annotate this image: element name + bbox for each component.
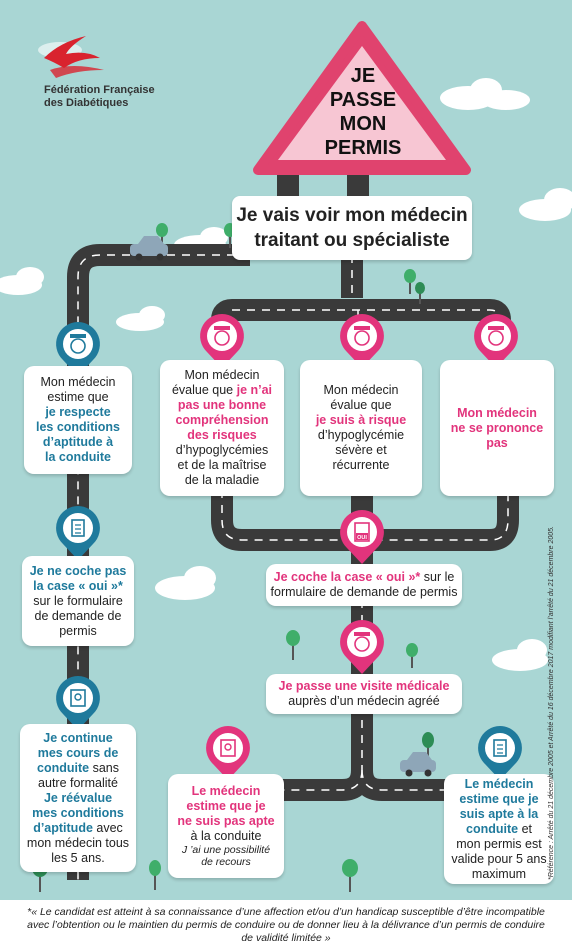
highlight: d’aptitude (33, 820, 93, 835)
highlight: compréhension (175, 413, 269, 427)
sign-line-1: JE (350, 65, 376, 87)
text: mon médecin tous (26, 835, 130, 850)
highlight: pas une bonne (177, 398, 267, 412)
highlight: Le médecin (464, 776, 534, 791)
text: sur le formulaire (33, 593, 123, 608)
text: de la maladie (184, 473, 260, 487)
box-risque (300, 360, 422, 496)
start-line-1: Je vais voir mon médecin (236, 205, 468, 226)
box-visite-medicale (266, 674, 462, 714)
start-line-2: traitant ou spécialiste (254, 230, 450, 251)
text: permis (59, 623, 97, 638)
sign-line-4: PERMIS (324, 137, 402, 159)
reference-note (548, 526, 556, 880)
italic-note: de recours (201, 856, 251, 868)
footer-line-2: avec l’obtention ou le maintien du permis de conduire ou de donner lieu à la délivrance d’un permis de conduire (27, 919, 545, 931)
highlight: Je ne coche pas (29, 563, 127, 578)
highlight: Je passe une visite médicale (278, 679, 450, 693)
text: maximum (471, 866, 527, 881)
highlight: Mon médecin (457, 405, 537, 420)
highlight: conduite (466, 821, 519, 836)
text: formulaire de demande de permis (270, 585, 458, 599)
italic-note: J ’ai une possibilité (181, 844, 271, 856)
highlight: d’aptitude à (42, 435, 114, 449)
box-coche-oui (266, 564, 462, 606)
highlight: Le médecin (191, 784, 261, 798)
highlight: mes cours de (37, 745, 119, 760)
text: d’hypoglycémie (317, 428, 405, 442)
text: sévère et (335, 443, 387, 457)
box-comprehension (160, 360, 284, 496)
footer-note (0, 900, 572, 948)
text: et de la maîtrise (177, 458, 267, 472)
certificate-icon (56, 676, 100, 730)
text: de demande de (34, 608, 122, 623)
box-je-continue (20, 724, 136, 872)
box-apte (444, 774, 554, 884)
highlight: ne suis pas apte (177, 814, 275, 828)
text: autre formalité (38, 775, 118, 790)
highlight: Je coche la case « oui »* (273, 570, 421, 584)
highlight: mes conditions (32, 805, 124, 820)
text: les 5 ans. (51, 850, 105, 865)
highlight: pas (486, 435, 508, 450)
text: évalue que (171, 383, 237, 397)
logo-line-2: des Diabétiques (44, 97, 129, 109)
checklist-icon (478, 726, 522, 780)
highlight: je suis à risque (315, 413, 407, 427)
line-coche (274, 570, 455, 585)
oui-label: OUI (357, 535, 367, 541)
text: avec (92, 820, 123, 835)
box-pas-apte (168, 774, 284, 878)
logo-line-1: Fédération Française (44, 84, 155, 96)
sign-line-2: PASSE (329, 89, 397, 111)
text: et (518, 821, 532, 836)
text: Mon médecin (184, 368, 260, 382)
highlight: je respecte (45, 405, 111, 419)
footer-line-1: *« Le candidat est atteint à sa connaissance d’une affection et/ou d’un handicap susceptible d’être incompatible (27, 906, 545, 918)
highlight: Je réévalue (43, 790, 113, 805)
certificate-icon (206, 726, 250, 780)
highlight: conduite (37, 760, 90, 775)
line-conduite-apte (466, 822, 532, 837)
text: sans (89, 760, 119, 775)
text: évalue que (330, 398, 392, 412)
text: estime que (47, 390, 109, 404)
highlight: les conditions (35, 420, 121, 434)
line-evalue (172, 383, 272, 398)
text: Mon médecin (323, 383, 399, 397)
highlight: estime que je (186, 799, 266, 813)
box-je-respecte (24, 366, 132, 474)
text: valide pour 5 ans (451, 851, 547, 866)
clipboard-oui-icon (340, 510, 384, 564)
highlight: la case « oui »* (33, 578, 123, 593)
reference-text: *Référence : Arrêté du 21 décembre 2005 et Arrêté du 16 décembre 2017 modifiant l’arrêté du 21 décembre 2005. (548, 526, 555, 880)
highlight: suis apte à la (459, 806, 539, 821)
line-conduite (37, 761, 119, 776)
checklist-icon (56, 506, 100, 560)
box-je-ne-coche-pas (22, 556, 134, 646)
text: sur le (420, 570, 455, 584)
text: à la conduite (190, 829, 262, 843)
sign-line-3: MON (339, 113, 387, 135)
text: d’hypoglycémies (175, 443, 269, 457)
highlight: des risques (187, 428, 257, 442)
line-aptitude (33, 821, 123, 836)
text: Mon médecin (40, 375, 116, 389)
box-ne-se-prononce-pas (440, 360, 554, 496)
doctor-icon (340, 620, 384, 674)
highlight: Je continue (43, 730, 113, 745)
highlight: la conduite (45, 450, 111, 464)
text: auprès d’un médecin agréé (288, 694, 440, 708)
highlight: je n’ai (236, 383, 273, 397)
highlight: estime que je (459, 791, 539, 806)
footer-line-3: de validité limitée » (241, 932, 331, 944)
text: récurrente (332, 458, 390, 472)
highlight: ne se prononce (450, 420, 544, 435)
text: mon permis est (456, 836, 542, 851)
